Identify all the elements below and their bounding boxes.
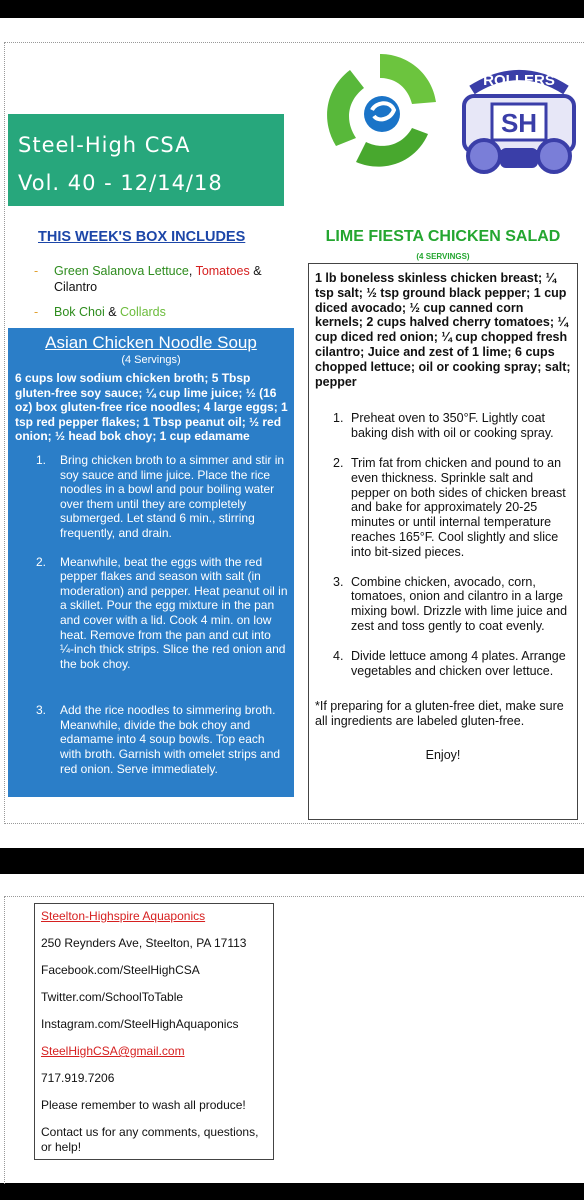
step-number: 3.: [333, 574, 344, 589]
list-item: [36, 703, 288, 776]
salad-recipe-box: [308, 263, 578, 820]
recycle-logo-icon: [316, 48, 446, 176]
step-text: Divide lettuce among 4 plates. Arrange vegetables and chicken over lettuce.: [351, 648, 566, 678]
step-text: Bring chicken broth to a simmer and stir in soy sauce and lime juice. Place the rice noodles in a bowl and pour boiling water over them until they are completely submerged. Let stand 6 min., stirring frequently, and drain.: [60, 452, 285, 540]
step-number: 2.: [333, 455, 344, 470]
item-separator: &: [104, 305, 121, 319]
contact-info-box: [34, 903, 274, 1160]
step-number: 3.: [36, 703, 47, 718]
item-cilantro: & Cilantro: [54, 264, 262, 294]
item-bok-choi: Bok Choi: [54, 305, 105, 319]
step-number: 1.: [36, 452, 47, 467]
phone-number: 717.919.7206: [41, 1071, 115, 1085]
step-text: Combine chicken, avocado, corn, tomatoes, onion and cilantro in a large mixing bowl. Drizzle with lime juice and zest and toss gently to coat evenly.: [351, 574, 568, 633]
list-item: [333, 456, 571, 560]
salad-ingredients: 1 lb boneless skinless chicken breast; ¼ tsp salt; ½ tsp ground black pepper; 1 cup diced avocado; ½ cup canned corn kernels; 2 cups halved cherry tomatoes; ¼ cup diced red onion; ¼ cup chopped fresh cilantro; Juice and zest of 1 lime; 6 cups chopped lettuce; oil or cooking spray; salt; pepper: [315, 271, 571, 389]
soup-recipe-panel: [8, 328, 294, 797]
soup-servings: (4 Servings): [121, 354, 181, 366]
address: 250 Reynders Ave, Steelton, PA 17113: [41, 936, 247, 950]
list-item: [333, 649, 571, 679]
item-lettuce: Green Salanova Lettuce: [54, 264, 189, 278]
box-includes-heading: THIS WEEK'S BOX INCLUDES: [38, 229, 246, 245]
bottom-black-bar: [0, 1183, 584, 1200]
top-black-bar: [0, 0, 584, 18]
box-items-list: [34, 263, 284, 329]
bullet-dash-icon: -: [34, 305, 39, 319]
item-separator: ,: [188, 264, 196, 278]
list-item: [34, 263, 284, 295]
list-item: [36, 555, 288, 672]
soup-title: Asian Chicken Noodle Soup: [45, 333, 257, 352]
list-item: [333, 575, 571, 634]
list-item: [333, 411, 571, 441]
rollers-logo-badge: SH: [500, 108, 538, 138]
middle-black-bar: [0, 848, 584, 874]
instagram-handle: Instagram.com/SteelHighAquaponics: [41, 1017, 239, 1031]
bullet-dash-icon: -: [34, 264, 39, 278]
salad-servings: (4 SERVINGS): [416, 252, 470, 261]
soup-ingredients: 6 cups low sodium chicken broth; 5 Tbsp gluten-free soy sauce; ¼ cup lime juice; ½ (16 oz) box gluten-free rice noodles; 4 large eggs; 1 tsp red pepper flakes; 1 Tbsp peanut oil; ½ red onion; ½ head bok choy; 1 cup edamame: [15, 371, 288, 444]
step-number: 2.: [36, 554, 47, 569]
rollers-mascot-logo-icon: [456, 52, 582, 180]
salad-closing: Enjoy!: [425, 748, 461, 763]
facebook-handle: Facebook.com/SteelHighCSA: [41, 963, 200, 977]
list-item: [36, 453, 288, 541]
newsletter-title: Steel-High CSA: [18, 133, 191, 157]
twitter-handle: Twitter.com/SchoolToTable: [41, 990, 184, 1004]
item-tomatoes: Tomatoes: [195, 264, 250, 278]
step-text: Preheat oven to 350°F. Lightly coat baking dish with oil or cooking spray.: [351, 411, 554, 441]
newsletter-volume-date: Vol. 40 - 12/14/18: [18, 171, 223, 195]
org-link[interactable]: Steelton-Highspire Aquaponics: [41, 909, 206, 923]
step-text: Trim fat from chicken and pound to an even thickness. Sprinkle salt and pepper on both sides of chicken breast and bake for approximately 20-25 minutes or until internal temperature reaches 165°F. Cool slightly and slice into bit-sized pieces.: [351, 455, 566, 559]
step-text: Add the rice noodles to simmering broth. Meanwhile, divide the bok choy and edamame into 4 soup bowls. Top each with broth. Garnish with omelet strips and red onion. Serve immediately.: [60, 703, 281, 776]
gluten-free-note: *If preparing for a gluten-free diet, make sure all ingredients are labeled gluten-free.: [315, 699, 564, 729]
email-link[interactable]: SteelHighCSA@gmail.com: [41, 1044, 185, 1058]
step-text: Meanwhile, beat the eggs with the red pepper flakes and season with salt (in moderation) and pepper. Heat peanut oil in a skillet. Pour the egg mixture in the pan and cover with a lid. Cook 4 min. on low heat. Remove from the pan and cut into ¼-inch thick strips. Slice the red onion and the bok choy.: [60, 554, 288, 671]
newsletter-title-box: [8, 114, 284, 206]
item-collards: Collards: [120, 305, 166, 319]
step-number: 4.: [333, 648, 344, 663]
step-number: 1.: [333, 411, 344, 426]
rollers-logo-text: ROLLERS: [483, 72, 555, 89]
contact-closing: Contact us for any comments, questions, or help!: [41, 1125, 259, 1154]
salad-title-block: [308, 228, 578, 266]
list-item: [34, 304, 284, 320]
wash-produce-reminder: Please remember to wash all produce!: [41, 1098, 246, 1112]
salad-title: LIME FIESTA CHICKEN SALAD: [325, 228, 561, 245]
salad-steps-list: [309, 389, 577, 678]
soup-steps-list: [8, 444, 294, 776]
